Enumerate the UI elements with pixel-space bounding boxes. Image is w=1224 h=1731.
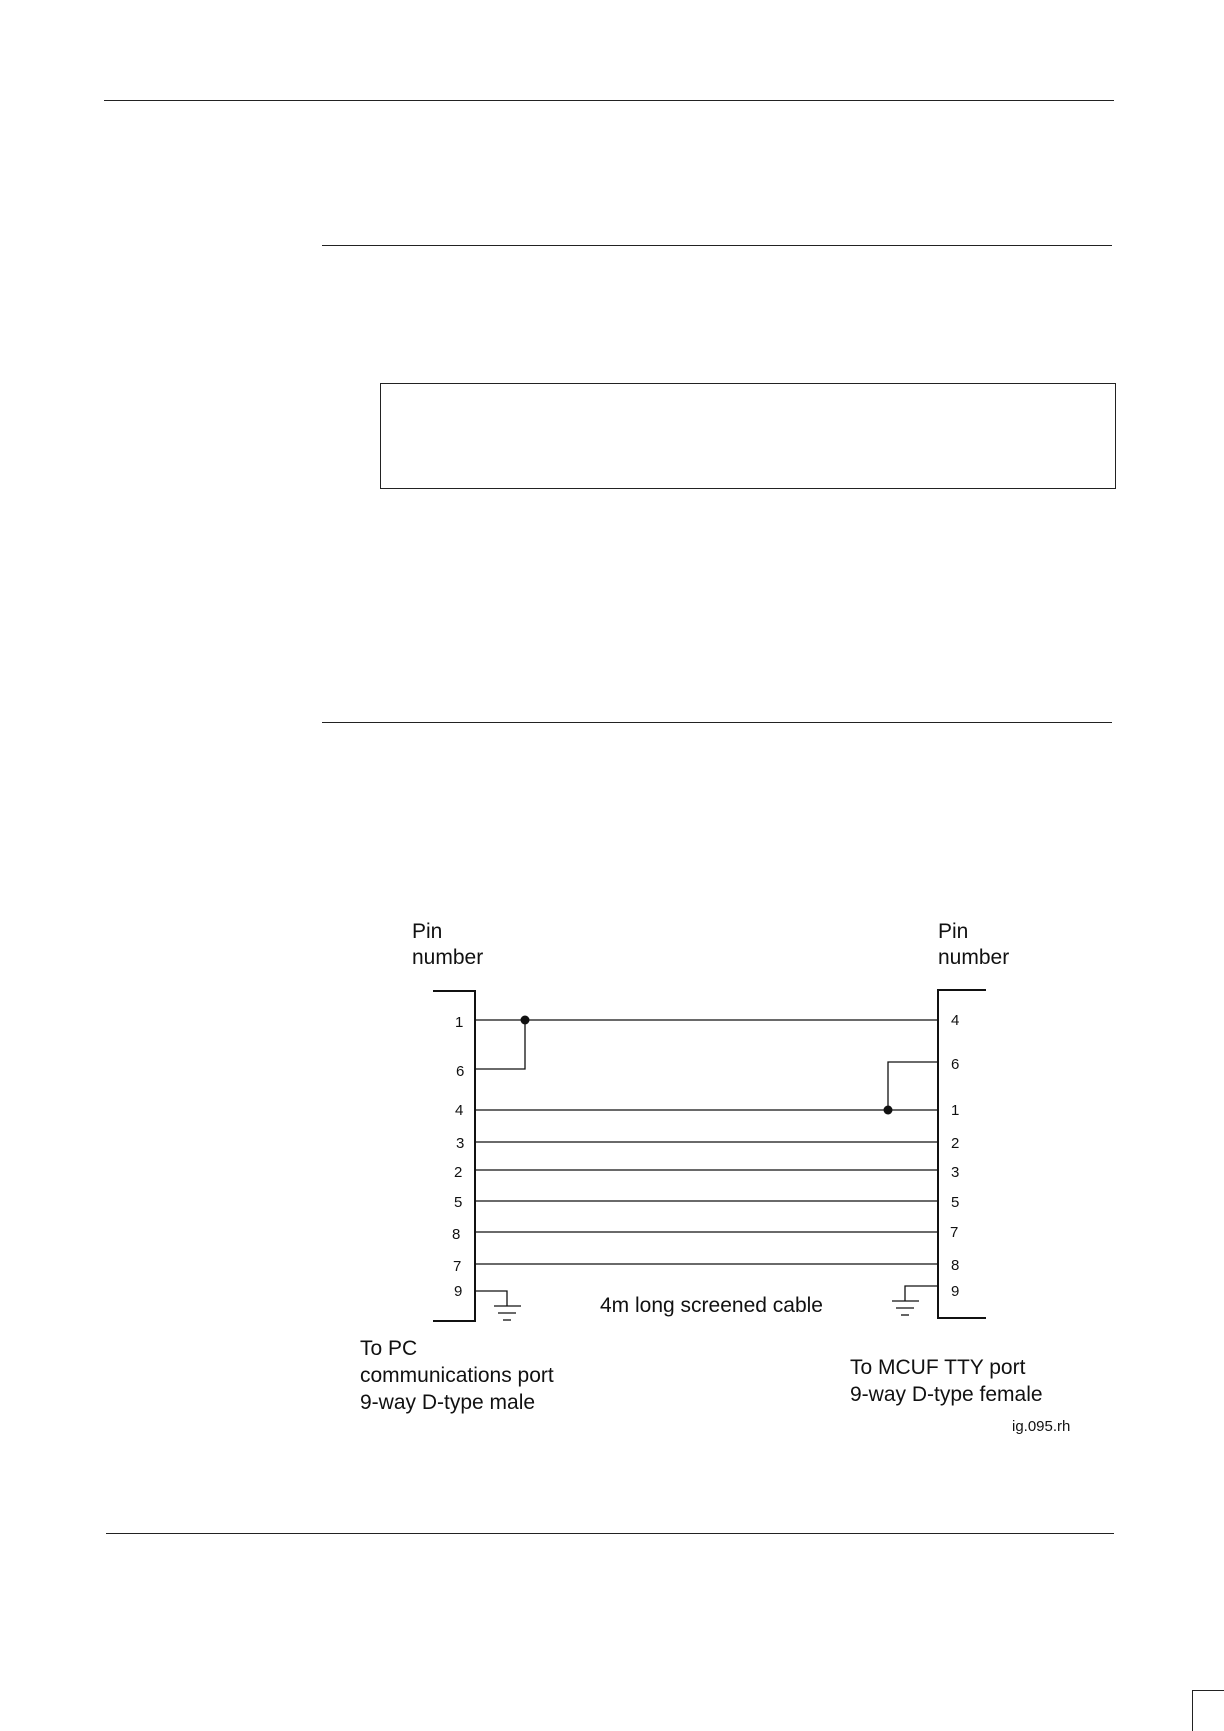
- right-connector-bracket: [938, 990, 986, 1318]
- cable-label: 4m long screened cable: [600, 1294, 823, 1317]
- right-pin-label: 3: [951, 1164, 960, 1181]
- left-pin-label: 6: [456, 1063, 465, 1080]
- left-caption-line: To PC: [360, 1337, 418, 1360]
- wires: [475, 1020, 938, 1264]
- right-pin-label: 7: [950, 1224, 959, 1241]
- right-pin-label: 6: [951, 1056, 960, 1073]
- wire-left6-link: [475, 1020, 525, 1069]
- figure-id: ig.095.rh: [1012, 1418, 1071, 1435]
- ground-symbol-right: [892, 1286, 938, 1315]
- right-pin-label: 1: [951, 1102, 960, 1119]
- left-caption-line: 9-way D-type male: [360, 1391, 536, 1414]
- right-caption-line: 9-way D-type female: [850, 1383, 1043, 1406]
- left-pin-label: 8: [452, 1226, 461, 1243]
- right-pin-heading-line2: number: [938, 946, 1010, 969]
- junction-dot-right: [884, 1106, 893, 1115]
- left-pin-label: 9: [454, 1283, 463, 1300]
- left-pin-label: 1: [455, 1014, 464, 1031]
- left-pin-heading-line1: Pin: [412, 920, 443, 943]
- right-pin-label: 5: [951, 1194, 960, 1211]
- left-pin-label: 5: [454, 1194, 463, 1211]
- right-caption-line: To MCUF TTY port: [850, 1356, 1026, 1379]
- junction-dot-left: [521, 1016, 530, 1025]
- ground-symbol-left: [475, 1291, 521, 1320]
- right-pin-heading-line1: Pin: [938, 920, 969, 943]
- left-pin-label: 4: [455, 1102, 464, 1119]
- wire-right6-link: [888, 1062, 938, 1110]
- left-caption-line: communications port: [360, 1364, 554, 1387]
- left-pin-label: 7: [453, 1258, 462, 1275]
- right-pin-label: 2: [951, 1135, 960, 1152]
- right-pin-label: 4: [951, 1012, 960, 1029]
- right-pin-label: 8: [951, 1257, 960, 1274]
- left-pin-label: 3: [456, 1135, 465, 1152]
- left-pin-heading-line2: number: [412, 946, 484, 969]
- right-pin-label: 9: [951, 1283, 960, 1300]
- left-pin-label: 2: [454, 1164, 463, 1181]
